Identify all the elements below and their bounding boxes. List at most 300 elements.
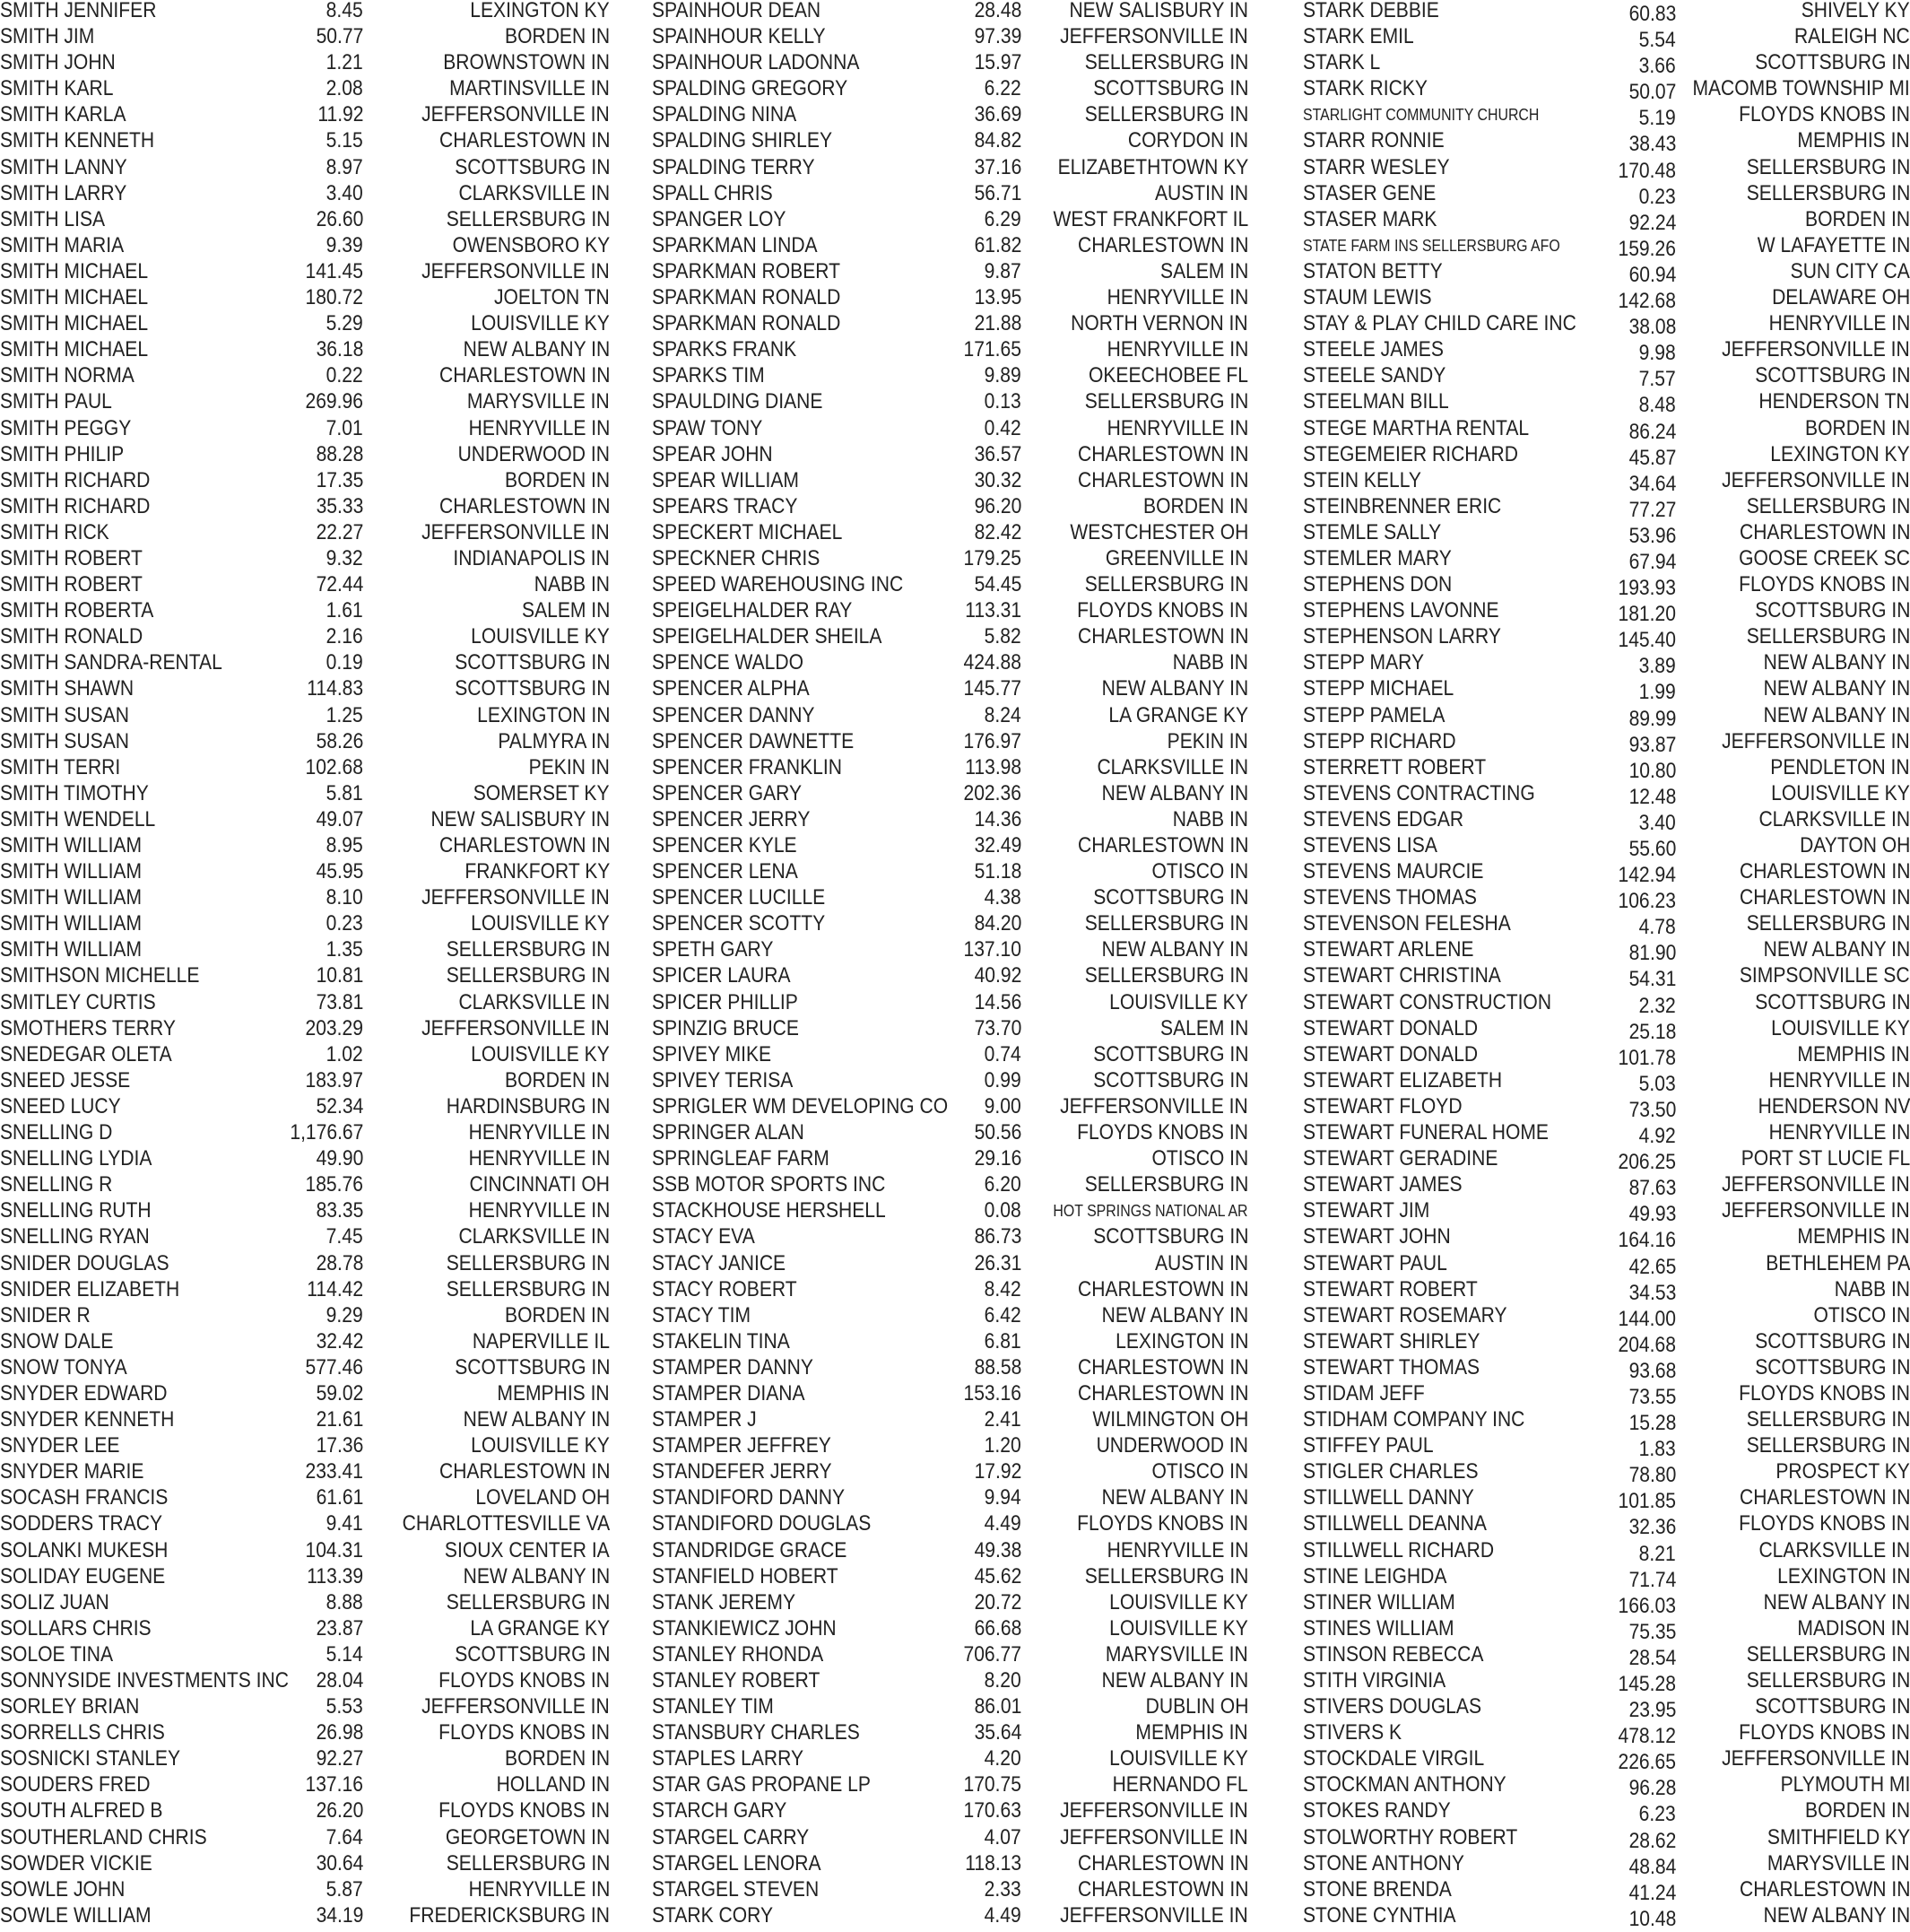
table-row <box>652 965 1253 991</box>
amount-value: 96.20 <box>974 493 1021 518</box>
table-row <box>652 1409 1253 1435</box>
owner-name: STINES WILLIAM <box>1303 1615 1454 1640</box>
owner-name: STEWART JIM <box>1303 1198 1430 1223</box>
amount-value: 5.81 <box>326 780 363 805</box>
table-row <box>0 1093 619 1122</box>
table-row <box>1303 1487 1910 1513</box>
amount-value: 36.18 <box>316 337 363 362</box>
city-state: FREDERICKSBURG IN <box>409 1902 610 1928</box>
owner-name: STANLEY TIM <box>652 1694 774 1719</box>
city-state: NEW ALBANY IN <box>1763 937 1910 962</box>
city-state: HENDERSON NV <box>1758 1093 1910 1118</box>
table-row <box>652 1641 1253 1670</box>
city-state: CHARLESTOWN IN <box>438 1459 610 1484</box>
owner-name: SPENCER SCOTTY <box>652 911 826 936</box>
amount-value: 204.68 <box>1618 1332 1676 1357</box>
owner-name: SNELLING D <box>0 1120 113 1145</box>
owner-name: SPEIGELHALDER SHEILA <box>652 624 882 649</box>
city-state: SALEM IN <box>1159 1015 1248 1040</box>
city-state: JEFFERSONVILLE IN <box>421 519 610 544</box>
city-state: JEFFERSONVILLE IN <box>1060 1902 1248 1928</box>
amount-value: 66.68 <box>974 1615 1021 1640</box>
amount-value: 25.18 <box>1628 1019 1676 1044</box>
owner-name: STAKELIN TINA <box>652 1328 790 1353</box>
owner-name: STARK EMIL <box>1303 24 1414 49</box>
amount-value: 73.50 <box>1628 1097 1676 1122</box>
owner-name: STANLEY ROBERT <box>652 1668 820 1693</box>
owner-name: SNELLING RUTH <box>0 1198 152 1223</box>
table-row <box>1303 1850 1910 1879</box>
table-row <box>1303 1174 1910 1200</box>
amount-value: 36.57 <box>974 441 1021 466</box>
table-row <box>1303 1409 1910 1435</box>
owner-name: STEWART THOMAS <box>1303 1354 1480 1379</box>
amount-value: 0.23 <box>1638 184 1676 209</box>
table-row <box>652 1800 1253 1826</box>
owner-name: STAR GAS PROPANE LP <box>652 1772 871 1797</box>
table-row <box>0 1067 619 1096</box>
table-row <box>0 1302 619 1331</box>
city-state: BORDEN IN <box>1804 415 1910 440</box>
amount-value: 424.88 <box>963 650 1021 675</box>
table-row <box>0 626 619 652</box>
table-row <box>1303 313 1910 339</box>
table-row <box>652 835 1253 861</box>
table-row <box>1303 1902 1910 1931</box>
owner-name: SMITH JENNIFER <box>0 0 157 22</box>
owner-name: SMITH KARL <box>0 76 114 101</box>
amount-value: 4.92 <box>1638 1124 1676 1149</box>
amount-value: 8.20 <box>984 1668 1021 1693</box>
owner-name: SMITH ROBERT <box>0 572 143 597</box>
amount-value: 32.42 <box>316 1328 363 1353</box>
amount-value: 101.85 <box>1618 1489 1676 1514</box>
amount-value: 28.48 <box>974 0 1021 22</box>
amount-value: 5.54 <box>1638 28 1676 53</box>
owner-name: SPALDING SHIRLEY <box>652 128 833 153</box>
owner-name: STEVENSON FELESHA <box>1303 911 1511 936</box>
amount-value: 113.98 <box>965 754 1021 779</box>
table-row <box>1303 806 1910 835</box>
amount-value: 114.83 <box>307 676 363 701</box>
amount-value: 21.61 <box>316 1407 363 1432</box>
table-row <box>1303 626 1910 652</box>
owner-name: SPENCER GARY <box>652 780 803 805</box>
amount-value: 23.95 <box>1628 1698 1676 1723</box>
table-row <box>652 1461 1253 1487</box>
amount-value: 170.75 <box>963 1772 1021 1797</box>
owner-name: SPEAR JOHN <box>652 441 773 466</box>
table-row <box>0 754 619 783</box>
city-state: OWENSBORO KY <box>452 232 610 257</box>
amount-value: 106.23 <box>1618 889 1676 914</box>
amount-value: 0.42 <box>984 415 1021 440</box>
city-state: OTISCO IN <box>1151 859 1248 884</box>
table-row <box>652 0 1253 26</box>
owner-name: SMITH WILLIAM <box>0 911 143 936</box>
owner-name: STARK DEBBIE <box>1303 0 1439 22</box>
city-state: CHARLESTOWN IN <box>1077 1276 1248 1301</box>
amount-value: 97.39 <box>974 24 1021 49</box>
city-state: CHARLESTOWN IN <box>1077 232 1248 257</box>
city-state: HENRYVILLE IN <box>468 1198 610 1223</box>
amount-value: 180.72 <box>305 285 363 310</box>
table-row <box>0 467 619 496</box>
table-row <box>0 0 619 26</box>
owner-name: STANDRIDGE GRACE <box>652 1537 847 1562</box>
owner-name: SMITH LARRY <box>0 180 127 205</box>
owner-name: STANFIELD HOBERT <box>652 1563 838 1588</box>
owner-name: SODDERS TRACY <box>0 1511 163 1536</box>
amount-value: 706.77 <box>963 1641 1021 1667</box>
table-row <box>0 678 619 704</box>
owner-name: SPEED WAREHOUSING INC <box>652 572 904 597</box>
amount-value: 0.23 <box>326 911 363 936</box>
city-state: LOUISVILLE KY <box>471 1433 610 1458</box>
city-state: SALEM IN <box>521 598 610 623</box>
owner-name: SPENCER KYLE <box>652 833 797 857</box>
owner-name: STEWART GERADINE <box>1303 1146 1498 1171</box>
table-row <box>0 180 619 209</box>
city-state: LOUISVILLE KY <box>471 911 610 936</box>
amount-value: 1.35 <box>326 937 363 962</box>
owner-name: SNIDER R <box>0 1302 91 1327</box>
city-state: LEXINGTON IN <box>476 702 610 727</box>
owner-name: STEPHENS DON <box>1303 572 1453 597</box>
city-state: PROSPECT KY <box>1775 1459 1910 1484</box>
table-row <box>1303 258 1910 287</box>
table-row <box>652 441 1253 470</box>
city-state: HENRYVILLE IN <box>1107 1537 1248 1562</box>
owner-name: SMITH KARLA <box>0 102 126 127</box>
amount-value: 137.16 <box>305 1772 363 1797</box>
owner-name: STAY & PLAY CHILD CARE INC <box>1303 311 1576 336</box>
table-row <box>0 780 619 809</box>
city-state: SCOTTSBURG IN <box>1092 1067 1248 1092</box>
table-row <box>1303 652 1910 678</box>
owner-name: STIVERS DOUGLAS <box>1303 1694 1482 1719</box>
table-row <box>1303 1615 1910 1644</box>
amount-value: 6.23 <box>1638 1802 1676 1827</box>
owner-name: SOUTHERLAND CHRIS <box>0 1824 207 1849</box>
table-row <box>1303 1722 1910 1748</box>
amount-value: 8.42 <box>984 1276 1021 1301</box>
owner-name: STEIN KELLY <box>1303 467 1421 492</box>
amount-value: 28.78 <box>316 1250 363 1275</box>
owner-name: SMITH WILLIAM <box>0 937 143 962</box>
table-row <box>1303 1093 1910 1122</box>
owner-name: SPECKERT MICHAEL <box>652 519 843 544</box>
city-state: CHARLESTOWN IN <box>438 833 610 857</box>
amount-value: 26.60 <box>316 206 363 231</box>
amount-value: 38.43 <box>1628 132 1676 157</box>
city-state: W LAFAYETTE IN <box>1757 232 1910 257</box>
amount-value: 233.41 <box>305 1459 363 1484</box>
city-state: INDIANAPOLIS IN <box>453 545 610 570</box>
owner-name: STILLWELL RICHARD <box>1303 1537 1495 1562</box>
table-row <box>0 702 619 731</box>
city-state: SCOTTSBURG IN <box>1754 598 1910 623</box>
table-row <box>0 1722 619 1748</box>
table-row <box>1303 1148 1910 1174</box>
owner-name: SMITH WILLIAM <box>0 859 143 884</box>
amount-value: 75.35 <box>1628 1619 1676 1644</box>
table-row <box>1303 861 1910 887</box>
city-state: LEXINGTON IN <box>1776 1563 1910 1588</box>
city-state: FLOYDS KNOBS IN <box>438 1720 610 1745</box>
city-state: FLOYDS KNOBS IN <box>1739 1380 1910 1405</box>
amount-value: 88.28 <box>316 441 363 466</box>
city-state: SELLERSBURG IN <box>446 937 610 962</box>
amount-value: 1.83 <box>1638 1437 1676 1462</box>
table-row <box>652 1850 1253 1879</box>
table-row <box>0 1380 619 1409</box>
table-row <box>0 1276 619 1305</box>
table-row <box>1303 1354 1910 1383</box>
owner-name: SPENCER ALPHA <box>652 676 810 701</box>
owner-name: STACY ROBERT <box>652 1276 797 1301</box>
table-row <box>652 415 1253 444</box>
owner-name: SORRELLS CHRIS <box>0 1720 165 1745</box>
city-state: UNDERWOOD IN <box>1096 1433 1248 1458</box>
city-state: NABB IN <box>1834 1276 1910 1301</box>
owner-name: SNOW TONYA <box>0 1354 127 1379</box>
table-row <box>1303 1461 1910 1487</box>
table-row <box>1303 339 1910 365</box>
owner-name: STARK L <box>1303 50 1381 75</box>
table-row <box>0 989 619 1018</box>
amount-value: 2.16 <box>326 624 363 649</box>
table-row <box>652 339 1253 365</box>
owner-name: STEPP MICHAEL <box>1303 676 1454 701</box>
city-state: SELLERSBURG IN <box>1084 963 1248 988</box>
amount-value: 185.76 <box>305 1172 363 1197</box>
table-row <box>1303 0 1910 26</box>
owner-name: STEWART SHIRLEY <box>1303 1328 1480 1353</box>
amount-value: 73.55 <box>1628 1384 1676 1409</box>
table-row <box>652 1774 1253 1800</box>
amount-value: 1.61 <box>326 598 363 623</box>
owner-name: STEVENS EDGAR <box>1303 806 1464 831</box>
owner-name: STATE FARM INS SELLERSBURG AFO <box>1303 235 1560 255</box>
city-state: FLOYDS KNOBS IN <box>1077 1120 1248 1145</box>
owner-name: SNYDER EDWARD <box>0 1380 168 1405</box>
amount-value: 20.72 <box>974 1589 1021 1614</box>
table-row <box>652 1537 1253 1566</box>
owner-name: STIDHAM COMPANY INC <box>1303 1407 1525 1432</box>
city-state: SELLERSBURG IN <box>446 1850 610 1875</box>
city-state: BORDEN IN <box>1804 1798 1910 1823</box>
amount-value: 9.00 <box>984 1093 1021 1118</box>
amount-value: 202.36 <box>963 780 1021 805</box>
owner-name: STAPLES LARRY <box>652 1746 804 1771</box>
amount-value: 38.08 <box>1628 315 1676 340</box>
owner-name: SONNYSIDE INVESTMENTS INC <box>0 1668 289 1693</box>
amount-value: 3.66 <box>1638 54 1676 79</box>
table-row <box>652 1226 1253 1252</box>
owner-name: SPARKMAN RONALD <box>652 311 841 336</box>
amount-value: 10.80 <box>1628 758 1676 783</box>
amount-value: 118.13 <box>965 1850 1021 1875</box>
owner-name: STASER GENE <box>1303 180 1437 205</box>
table-row <box>1303 939 1910 965</box>
owner-name: STOLWORTHY ROBERT <box>1303 1824 1518 1849</box>
amount-value: 183.97 <box>305 1067 363 1092</box>
amount-value: 9.98 <box>1638 341 1676 366</box>
owner-name: SNYDER KENNETH <box>0 1407 175 1432</box>
city-state: BORDEN IN <box>1804 206 1910 231</box>
city-state: SELLERSBURG IN <box>1746 1433 1910 1458</box>
amount-value: 84.82 <box>974 128 1021 153</box>
amount-value: 50.07 <box>1628 80 1676 105</box>
amount-value: 26.98 <box>316 1720 363 1745</box>
city-state: SELLERSBURG IN <box>1746 1668 1910 1693</box>
owner-name: STEWART DONALD <box>1303 1015 1479 1040</box>
owner-name: SOUDERS FRED <box>0 1772 151 1797</box>
amount-value: 5.53 <box>326 1694 363 1719</box>
table-row <box>1303 1641 1910 1670</box>
owner-name: SMITH WILLIAM <box>0 885 143 910</box>
owner-name: STATON BETTY <box>1303 258 1443 283</box>
city-state: SELLERSBURG IN <box>1746 911 1910 936</box>
amount-value: 176.97 <box>963 728 1021 753</box>
amount-value: 89.99 <box>1628 706 1676 731</box>
city-state: PEKIN IN <box>528 754 610 779</box>
amount-value: 50.56 <box>974 1120 1021 1145</box>
owner-name: STEGEMEIER RICHARD <box>1303 441 1518 466</box>
city-state: NEW SALISBURY IN <box>1069 0 1248 22</box>
city-state: HENRYVILLE IN <box>468 1120 610 1145</box>
table-row <box>0 1409 619 1435</box>
owner-name: SPARKMAN RONALD <box>652 285 841 310</box>
amount-value: 3.40 <box>1638 810 1676 835</box>
owner-name: STEELE JAMES <box>1303 337 1444 362</box>
table-row <box>0 1876 619 1905</box>
city-state: HENRYVILLE IN <box>1768 1120 1910 1145</box>
city-state: SHIVELY KY <box>1801 0 1910 22</box>
table-row <box>1303 365 1910 391</box>
table-row <box>0 1902 619 1931</box>
owner-name: SNEDEGAR OLETA <box>0 1041 172 1066</box>
amount-value: 9.89 <box>984 363 1021 388</box>
amount-value: 4.49 <box>984 1511 1021 1536</box>
table-row <box>0 287 619 313</box>
amount-value: 164.16 <box>1618 1228 1676 1253</box>
amount-value: 10.48 <box>1628 1906 1676 1931</box>
owner-name: SPALDING GREGORY <box>652 76 848 101</box>
city-state: JEFFERSONVILLE IN <box>1722 1198 1910 1223</box>
owner-name: SPALL CHRIS <box>652 180 773 205</box>
amount-value: 4.20 <box>984 1746 1021 1771</box>
owner-name: SMITH WENDELL <box>0 806 156 831</box>
city-state: BORDEN IN <box>504 1746 610 1771</box>
amount-value: 61.82 <box>974 232 1021 257</box>
amount-value: 54.31 <box>1628 967 1676 992</box>
table-row <box>1303 180 1910 209</box>
amount-value: 56.71 <box>974 180 1021 205</box>
owner-name: SPALDING TERRY <box>652 154 815 179</box>
table-row <box>652 130 1253 156</box>
owner-name: SPAINHOUR KELLY <box>652 24 826 49</box>
amount-value: 55.60 <box>1628 837 1676 861</box>
owner-name: SPAINHOUR LADONNA <box>652 50 860 75</box>
table-row <box>1303 1748 1910 1774</box>
owner-name: SPARKMAN ROBERT <box>652 258 840 283</box>
owner-name: SMITH SHAWN <box>0 676 135 701</box>
city-state: CHARLESTOWN IN <box>1077 624 1248 649</box>
table-row <box>1303 965 1910 991</box>
amount-value: 142.68 <box>1618 289 1676 314</box>
owner-name: SPANGER LOY <box>652 206 786 231</box>
city-state: JEFFERSONVILLE IN <box>421 258 610 283</box>
table-row <box>0 1328 619 1357</box>
owner-name: SMITH RICHARD <box>0 467 151 492</box>
city-state: JEFFERSONVILLE IN <box>1060 1798 1248 1823</box>
table-row <box>0 835 619 861</box>
owner-name: SPIVEY MIKE <box>652 1041 772 1066</box>
amount-value: 5.14 <box>326 1641 363 1667</box>
city-state: NEW ALBANY IN <box>1101 1302 1248 1327</box>
amount-value: 8.24 <box>984 702 1021 727</box>
table-row <box>1303 493 1910 522</box>
amount-value: 60.83 <box>1628 2 1676 26</box>
amount-value: 14.36 <box>974 806 1021 831</box>
city-state: LEXINGTON KY <box>1770 441 1910 466</box>
city-state: JEFFERSONVILLE IN <box>1722 337 1910 362</box>
amount-value: 1.21 <box>326 50 363 75</box>
table-row <box>0 1615 619 1644</box>
owner-name: STANLEY RHONDA <box>652 1641 824 1667</box>
table-row <box>0 1200 619 1226</box>
amount-value: 28.54 <box>1628 1645 1676 1670</box>
table-row <box>652 467 1253 496</box>
table-row <box>652 313 1253 339</box>
table-row <box>0 1589 619 1618</box>
amount-value: 13.95 <box>974 285 1021 310</box>
city-state: NABB IN <box>1172 806 1248 831</box>
owner-name: STEPP RICHARD <box>1303 728 1456 753</box>
amount-value: 2.32 <box>1638 993 1676 1018</box>
city-state: SELLERSBURG IN <box>1084 1563 1248 1588</box>
table-row <box>0 232 619 261</box>
table-row <box>652 600 1253 626</box>
owner-name: SPIVEY TERISA <box>652 1067 794 1092</box>
city-state: MEMPHIS IN <box>1797 1041 1910 1066</box>
city-state: NEW ALBANY IN <box>463 1407 610 1432</box>
owner-name: STARR WESLEY <box>1303 154 1450 179</box>
amount-value: 93.68 <box>1628 1358 1676 1383</box>
table-row <box>0 1354 619 1383</box>
amount-value: 93.87 <box>1628 732 1676 757</box>
amount-value: 0.08 <box>984 1198 1021 1223</box>
table-row <box>652 913 1253 939</box>
owner-name: STEWART FUNERAL HOME <box>1303 1120 1549 1145</box>
owner-name: SMITH TIMOTHY <box>0 780 149 805</box>
city-state: NABB IN <box>534 572 610 597</box>
amount-value: 26.31 <box>974 1250 1021 1275</box>
table-row <box>0 1563 619 1592</box>
owner-name: SPAULDING DIANE <box>652 389 823 414</box>
table-row <box>0 104 619 130</box>
city-state: NEW ALBANY IN <box>1763 1902 1910 1928</box>
table-row <box>652 1148 1253 1174</box>
city-state: LA GRANGE KY <box>1108 702 1248 727</box>
listing-column-3 <box>1303 0 1910 1931</box>
city-state: JEFFERSONVILLE IN <box>421 102 610 127</box>
amount-value: 1.25 <box>326 702 363 727</box>
city-state: WESTCHESTER OH <box>1069 519 1248 544</box>
table-row <box>0 1537 619 1566</box>
